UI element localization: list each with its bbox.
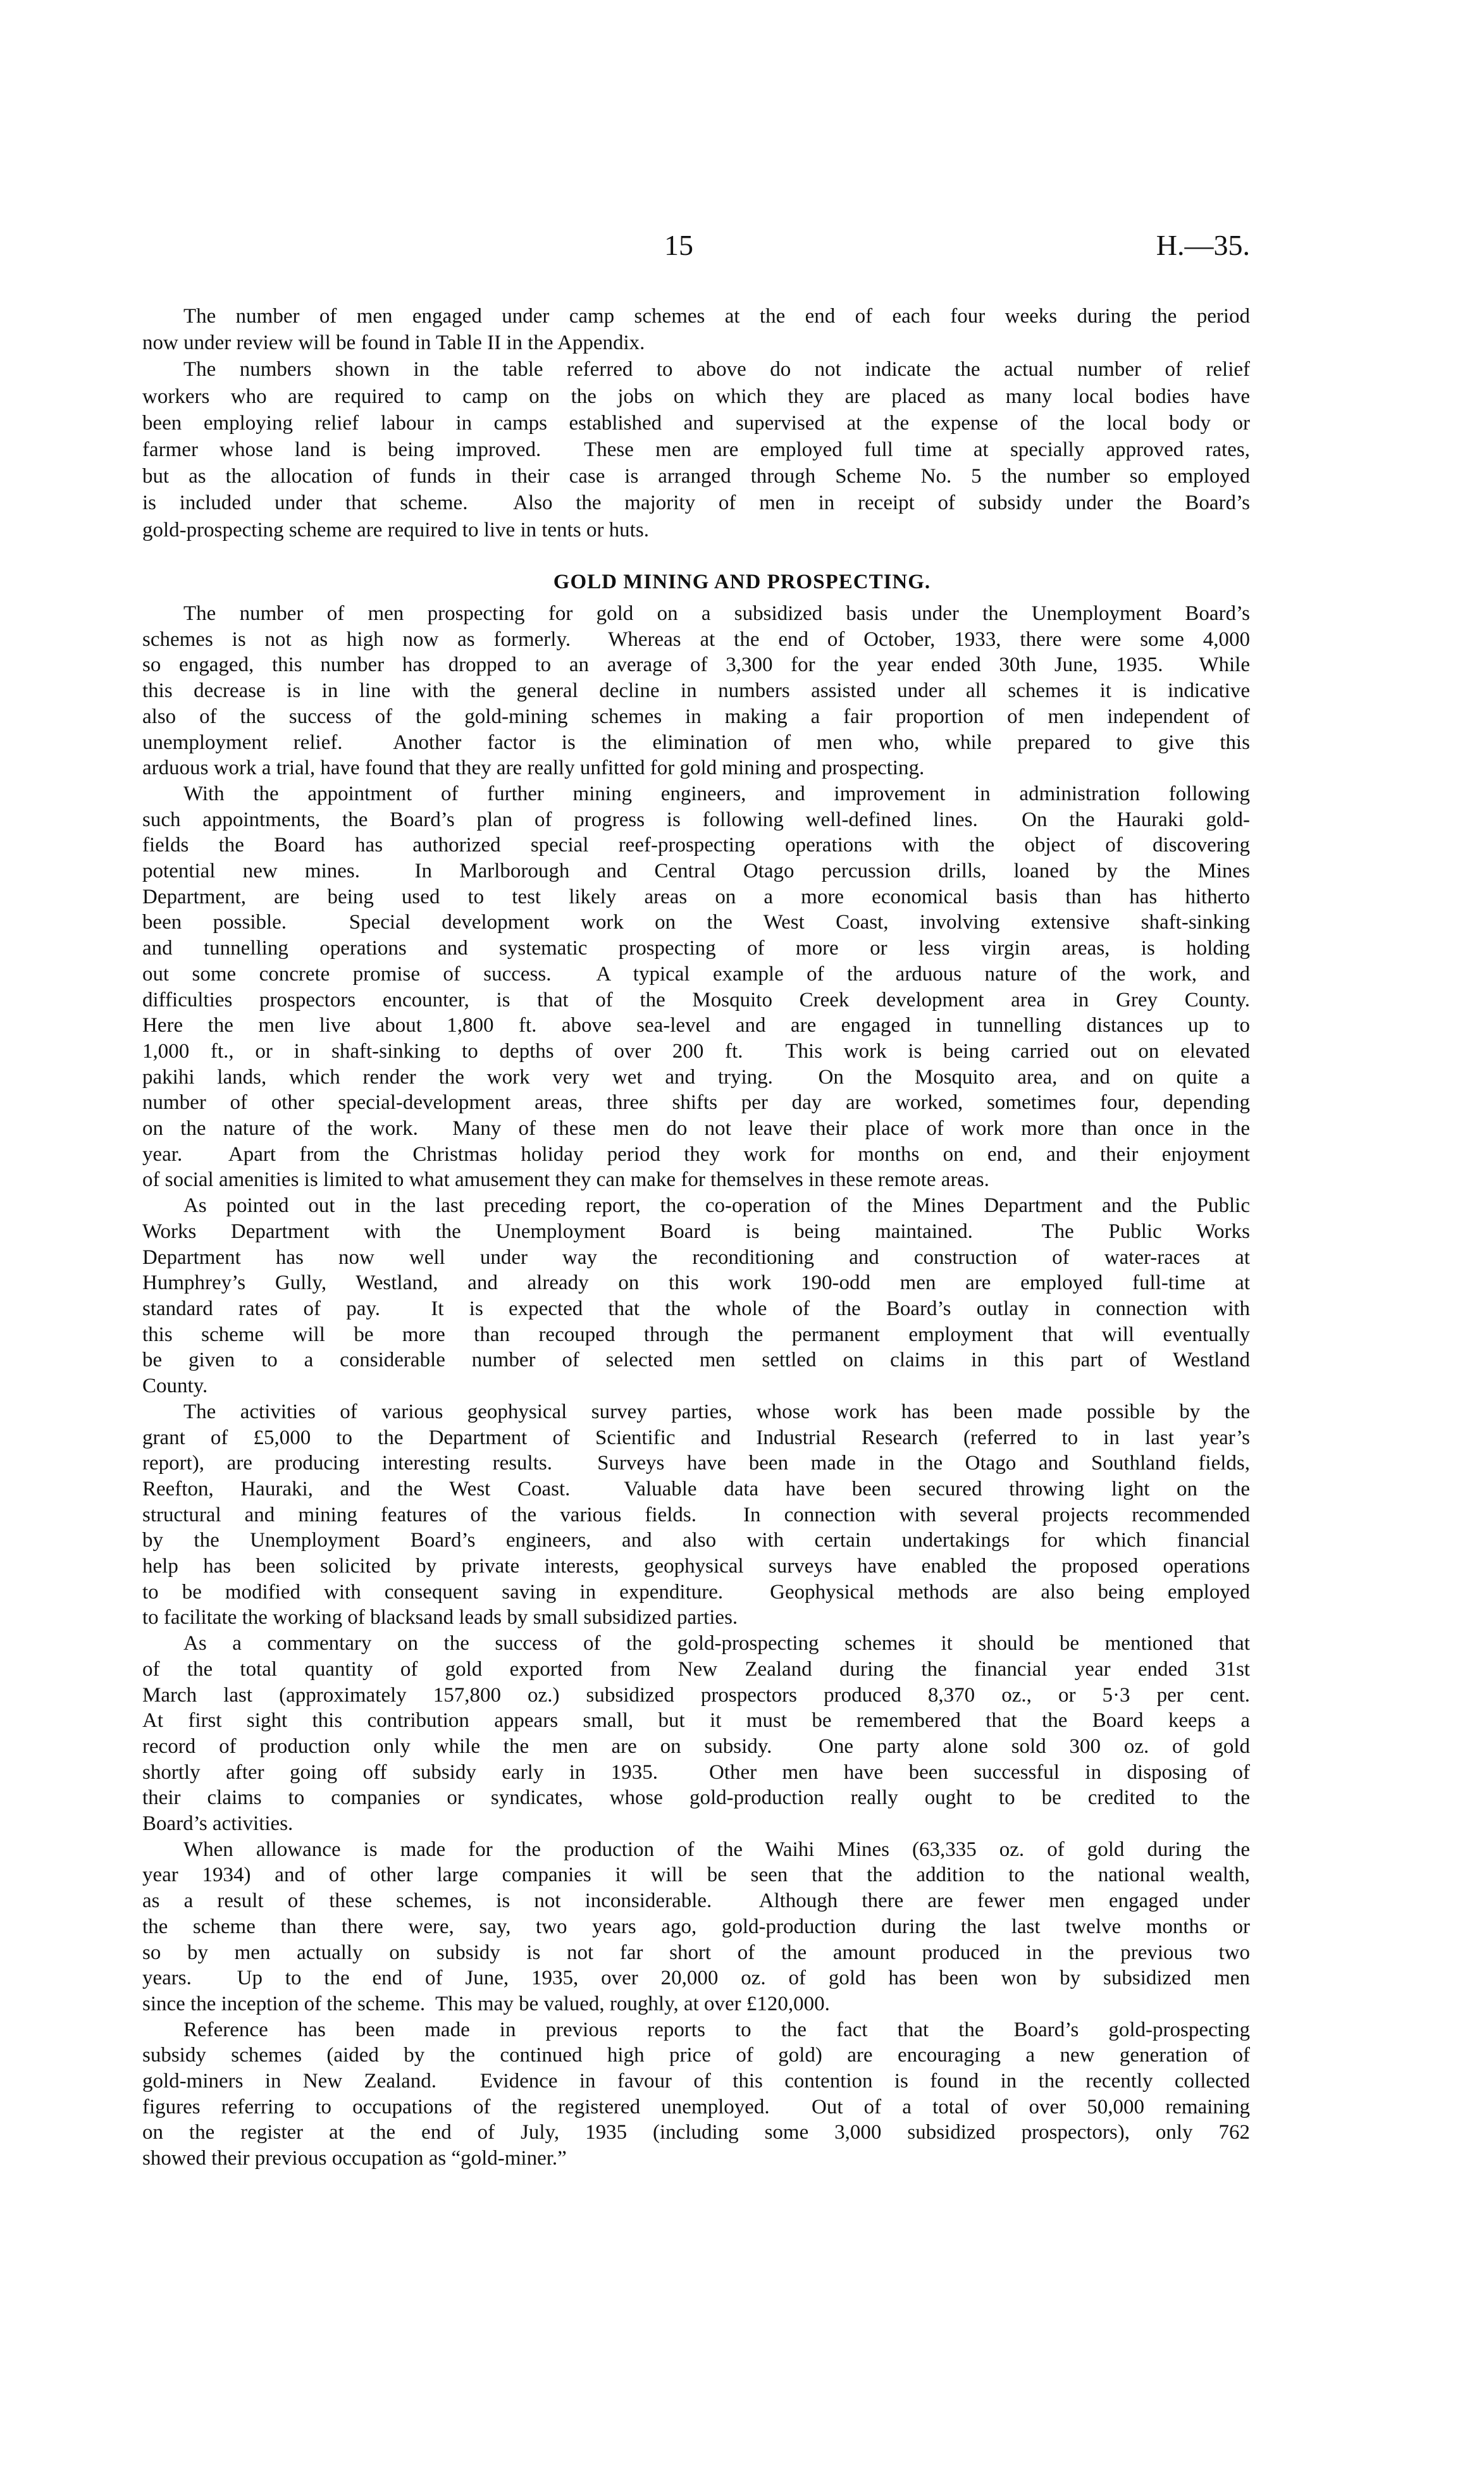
text-line: the scheme than there were, say, two years ago, gold-production during the last twelve months or [142,1915,1250,1938]
text-line: is included under that scheme. Also the majority of men in receipt of subsidy under the Board’s [142,491,1250,515]
text-line: this scheme will be more than recouped through the permanent employment that will eventually [142,1323,1250,1346]
text-line: pakihi lands, which render the work very wet and trying. On the Mosquito area, and on quite a [142,1065,1250,1089]
text-line: to be modified with consequent saving in expenditure. Geophysical methods are also being employed [142,1580,1250,1604]
text-line: on the register at the end of July, 1935 (including some 3,000 subsidized prospectors), only 762 [142,2121,1250,2144]
text-line: out some concrete promise of success. A typical example of the arduous nature of the work, and [142,962,1250,986]
text-line: of the total quantity of gold exported from New Zealand during the financial year ended 31st [142,1657,1250,1681]
paragraph [142,1837,1250,2017]
paragraph [142,601,1250,781]
text-line: but as the allocation of funds in their case is arranged through Scheme No. 5 the number so employed [142,465,1250,488]
paragraph [142,1193,1250,1399]
text-line: 1,000 ft., or in shaft-sinking to depths of over 200 ft. This work is being carried out on elevated [142,1039,1250,1063]
text-line: been employing relief labour in camps established and supervised at the expense of the local body or [142,411,1250,435]
text-line: March last (approximately 157,800 oz.) subsidized prospectors produced 8,370 oz., or 5·3 per cent. [142,1683,1250,1707]
text-line: so by men actually on subsidy is not far short of the amount produced in the previous two [142,1941,1250,1964]
text-line: such appointments, the Board’s plan of progress is following well-defined lines. On the Hauraki gold- [142,808,1250,831]
text-line: on the nature of the work. Many of these men do not leave their place of work more than once in the [142,1117,1250,1141]
text-line: structural and mining features of the various fields. In connection with several projects recommended [142,1503,1250,1526]
text-line: Reference has been made in previous reports to the fact that the Board’s gold-prospecting [183,2018,1250,2041]
gold-mining-section-text [142,601,1250,2172]
text-line: of social amenities is limited to what amusement they can make for themselves in these remote areas. [142,1168,989,1192]
text-line: their claims to companies or syndicates, whose gold-production really ought to be credited to the [142,1786,1250,1810]
text-line: to facilitate the working of blacksand leads by small subsidized parties. [142,1606,738,1629]
text-line: arduous work a trial, have found that they are really unfitted for gold mining and prospecting. [142,757,925,780]
paragraph [142,303,1250,356]
text-line: Humphrey’s Gully, Westland, and already on this work 190-odd men are employed full-time at [142,1271,1250,1295]
text-line: and tunnelling operations and systematic prospecting of more or less virgin areas, is holding [142,937,1250,960]
text-line: showed their previous occupation as “gold-miner.” [142,2147,567,2170]
paragraph [142,356,1250,543]
text-line: Board’s activities. [142,1812,294,1836]
paragraph [142,1399,1250,1631]
text-line: now under review will be found in Table II in the Appendix. [142,331,645,355]
text-line: farmer whose land is being improved. These men are employed full time at specially approved rates, [142,438,1250,462]
text-line: number of other special-development areas, three shifts per day are worked, sometimes four, depending [142,1091,1250,1115]
text-line: Department, are being used to test likely areas on a more economical basis than has hitherto [142,885,1250,908]
text-line: figures referring to occupations of the registered unemployed. Out of a total of over 50,000 remaining [142,2095,1250,2118]
text-line: been possible. Special development work on the West Coast, involving extensive shaft-sinking [142,911,1250,934]
text-line: County. [142,1375,208,1398]
text-line: shortly after going off subsidy early in 1935. Other men have been successful in disposing of [142,1760,1250,1784]
text-line: also of the success of the gold-mining schemes in making a fair proportion of men independent of [142,705,1250,728]
paragraph [142,2017,1250,2172]
text-line: Department has now well under way the reconditioning and construction of water-races at [142,1246,1250,1269]
text-line: year. Apart from the Christmas holiday period they work for months on end, and their enjoyment [142,1142,1250,1166]
text-line: The number of men prospecting for gold on a subsidized basis under the Unemployment Board’s [183,602,1250,625]
text-line: help has been solicited by private interests, geophysical surveys have enabled the proposed operations [142,1555,1250,1578]
page-number: 15 [664,229,693,261]
text-line: gold-miners in New Zealand. Evidence in favour of this contention is found in the recently collected [142,2070,1250,2093]
section-heading: GOLD MINING AND PROSPECTING. [553,571,931,593]
text-line: fields the Board has authorized special reef-prospecting operations with the object of discovering [142,834,1250,857]
text-line: potential new mines. In Marlborough and Central Otago percussion drills, loaned by the Mines [142,860,1250,883]
text-line: The numbers shown in the table referred to above do not indicate the actual number of relief [183,358,1250,381]
text-line: schemes is not as high now as formerly. Whereas at the end of October, 1933, there were some 4,000 [142,627,1250,651]
text-line: When allowance is made for the production of the Waihi Mines (63,335 oz. of gold during the [183,1838,1250,1861]
paragraph [142,781,1250,1193]
text-line: grant of £5,000 to the Department of Scientific and Industrial Research (referred to in last year’s [142,1426,1250,1449]
text-line: gold-prospecting scheme are required to live in tents or huts. [142,518,649,541]
text-line: subsidy schemes (aided by the continued high price of gold) are encouraging a new generation of [142,2044,1250,2067]
text-line: year 1934) and of other large companies it will be seen that the addition to the national wealth, [142,1864,1250,1887]
text-line: be given to a considerable number of selected men settled on claims in this part of Westland [142,1349,1250,1372]
text-line: workers who are required to camp on the jobs on which they are placed as many local bodies have [142,385,1250,408]
text-line: as a result of these schemes, is not inconsiderable. Although there are fewer men engaged under [142,1889,1250,1913]
text-line: report), are producing interesting results. Surveys have been made in the Otago and Southland fields, [142,1452,1250,1475]
paragraph [142,1631,1250,1837]
text-line: Reefton, Hauraki, and the West Coast. Valuable data have been secured throwing light on the [142,1477,1250,1500]
text-line: unemployment relief. Another factor is the elimination of men who, while prepared to give this [142,731,1250,754]
text-line: As pointed out in the last preceding report, the co-operation of the Mines Department and the Public [183,1194,1250,1218]
text-line: Here the men live about 1,800 ft. above sea-level and are engaged in tunnelling distances up to [142,1014,1250,1037]
text-line: With the appointment of further mining engineers, and improvement in administration following [183,782,1250,805]
text-line: As a commentary on the success of the gold-prospecting schemes it should be mentioned that [183,1632,1250,1655]
text-line: by the Unemployment Board’s engineers, and also with certain undertakings for which financial [142,1529,1250,1552]
text-line: The activities of various geophysical survey parties, whose work has been made possible by the [183,1400,1250,1423]
text-line: difficulties prospectors encounter, is that of the Mosquito Creek development area in Grey County. [142,988,1250,1011]
text-line: At first sight this contribution appears small, but it must be remembered that the Board keeps a [142,1709,1250,1733]
text-line: Works Department with the Unemployment Board is being maintained. The Public Works [142,1220,1250,1243]
text-line: years. Up to the end of June, 1935, over 20,000 oz. of gold has been won by subsidized men [142,1967,1250,1990]
text-line: record of production only while the men are on subsidy. One party alone sold 300 oz. of gold [142,1734,1250,1758]
document-reference: H.—35. [1156,229,1250,261]
intro-text [142,303,1250,543]
text-line: since the inception of the scheme. This may be valued, roughly, at over £120,000. [142,1992,830,2015]
text-line: this decrease is in line with the general decline in numbers assisted under all schemes it is indicative [142,679,1250,703]
text-line: The number of men engaged under camp schemes at the end of each four weeks during the period [183,305,1250,328]
text-line: standard rates of pay. It is expected that the whole of the Board’s outlay in connection with [142,1297,1250,1320]
text-line: so engaged, this number has dropped to an average of 3,300 for the year ended 30th June, 1935. While [142,653,1250,677]
